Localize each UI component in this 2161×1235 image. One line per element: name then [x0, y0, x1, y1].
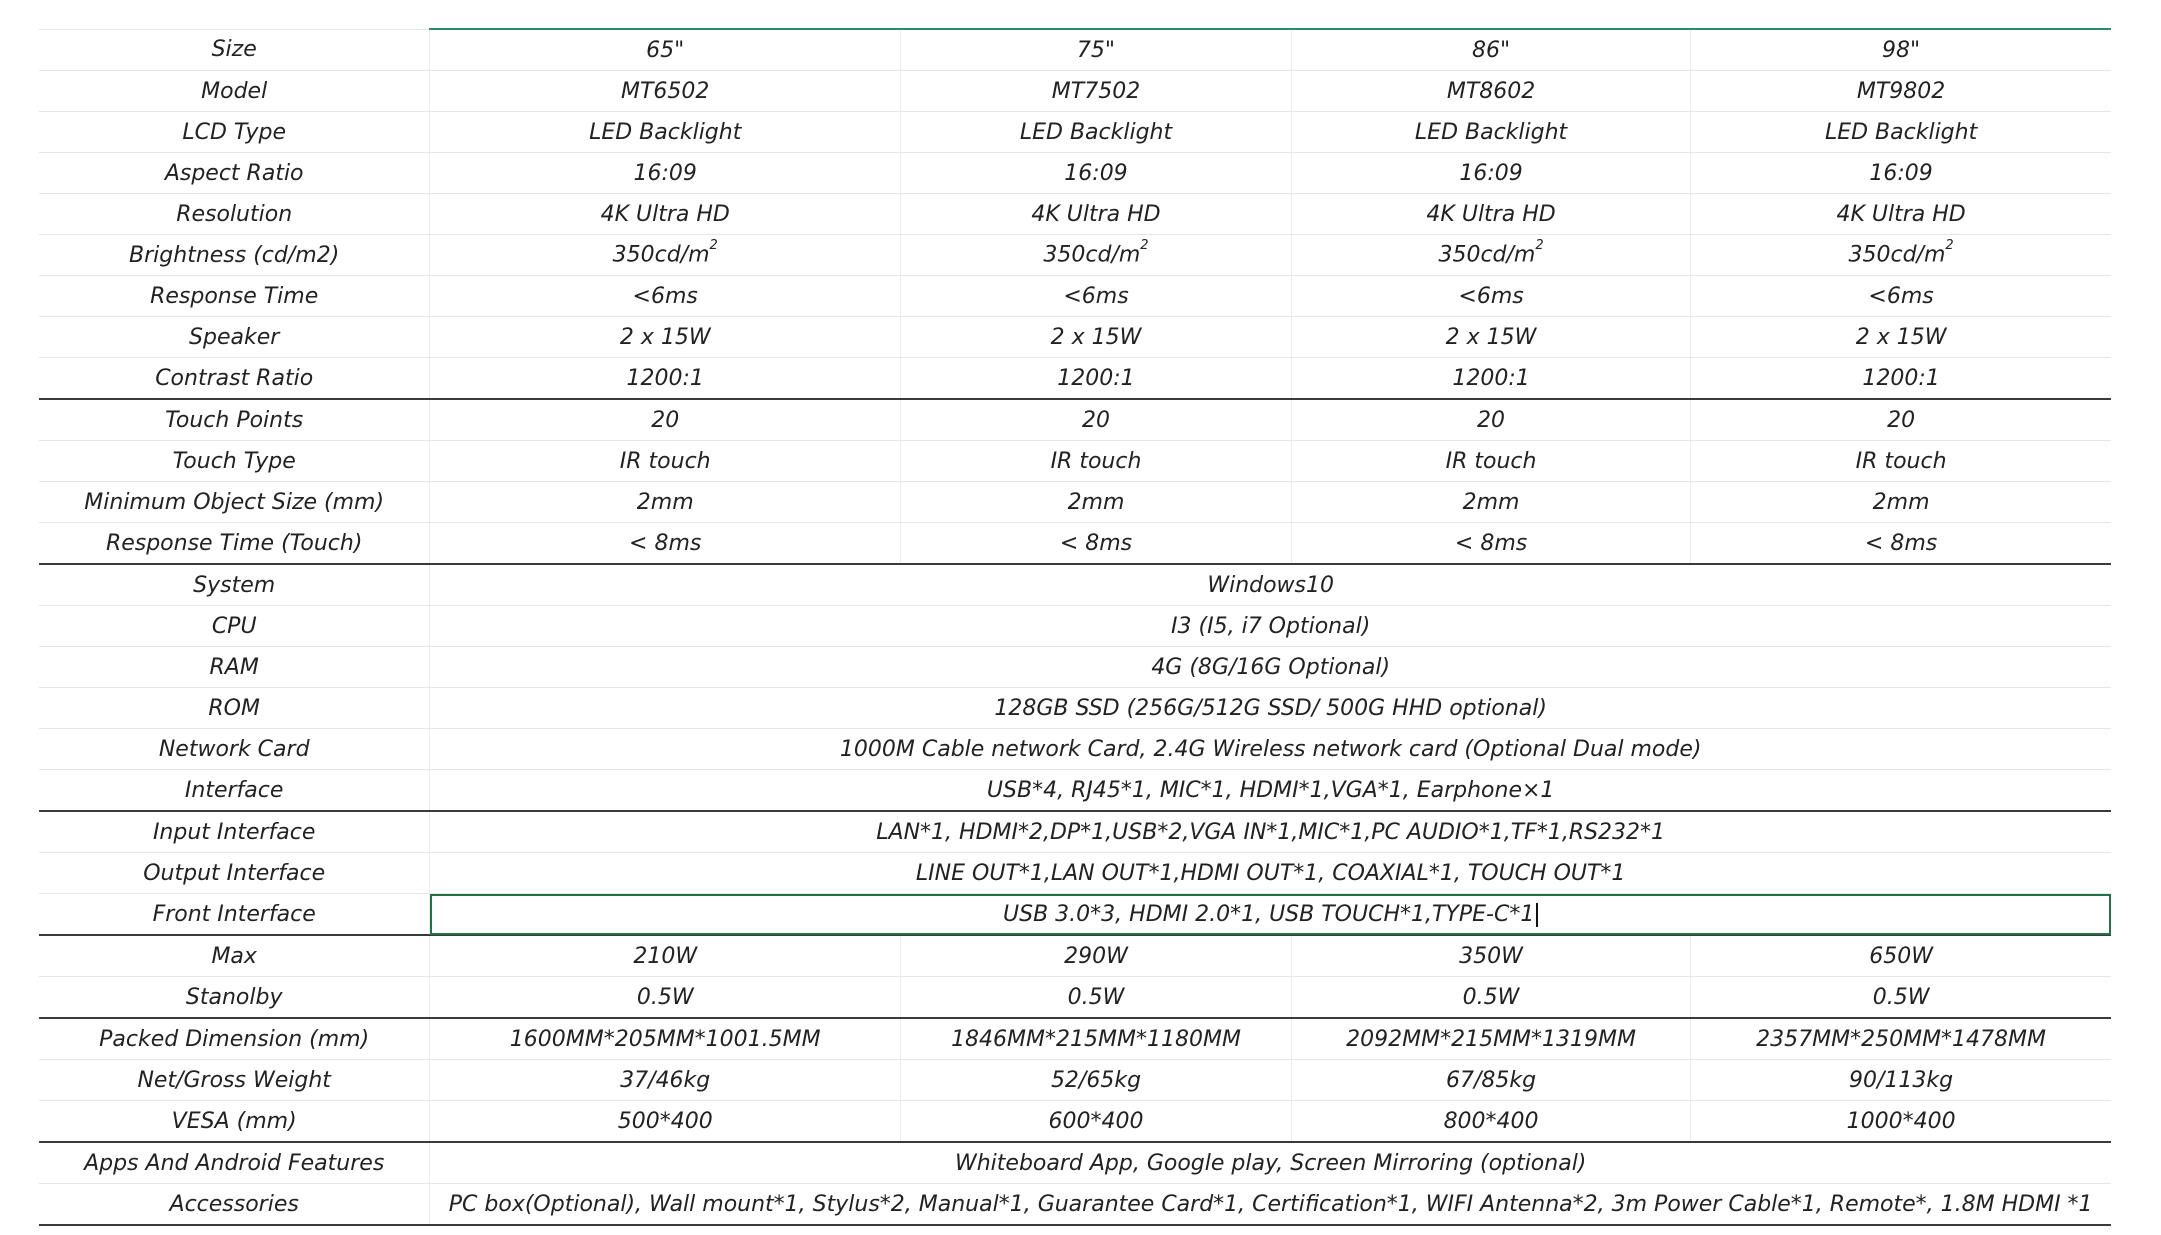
- value-text: 800*400: [1443, 1108, 1539, 1134]
- value-text: 16:09: [1869, 160, 1933, 186]
- row-label-cell[interactable]: RAM: [39, 647, 430, 688]
- value-text: < 8ms: [1864, 530, 1938, 556]
- row-label-cell[interactable]: Input Interface: [39, 811, 430, 853]
- row-label-cell[interactable]: Size: [39, 29, 430, 71]
- value-text: 4K Ultra HD: [1426, 201, 1556, 227]
- row-label-cell[interactable]: ROM: [39, 688, 430, 729]
- value-text: 4K Ultra HD: [1031, 201, 1161, 227]
- value-cell[interactable]: [1691, 358, 2111, 400]
- value-text: 2mm: [1872, 489, 1930, 515]
- value-cell[interactable]: [1691, 1101, 2111, 1143]
- value-cell[interactable]: [430, 29, 901, 71]
- value-text: LED Backlight: [1824, 119, 1978, 145]
- value-text: LED Backlight: [1414, 119, 1568, 145]
- value-cell[interactable]: [430, 317, 901, 358]
- value-cell[interactable]: [430, 523, 901, 565]
- superscript: 2: [709, 238, 718, 254]
- spec-row: [39, 564, 2111, 606]
- superscript: 2: [1535, 238, 1544, 254]
- value-text: MT8602: [1446, 78, 1536, 104]
- value-cell[interactable]: [901, 523, 1292, 565]
- value-cell[interactable]: [430, 276, 901, 317]
- spec-row: [39, 358, 2111, 400]
- value-text: 350cd/m: [1438, 242, 1536, 268]
- value-cell[interactable]: [1691, 399, 2111, 441]
- row-label-cell[interactable]: Brightness (cd/m2): [39, 235, 430, 276]
- value-text: MT7502: [1051, 78, 1141, 104]
- value-text: 75": [1076, 37, 1116, 63]
- merged-value-cell[interactable]: [430, 811, 2111, 853]
- value-cell[interactable]: [901, 1101, 1292, 1143]
- value-cell[interactable]: [901, 935, 1292, 977]
- spec-row: [39, 29, 2111, 71]
- value-text: USB*4, RJ45*1, MIC*1, HDMI*1,VGA*1, Earphone×1: [986, 777, 1555, 803]
- value-cell[interactable]: [1691, 482, 2111, 523]
- value-text: Windows10: [1207, 572, 1335, 598]
- value-cell[interactable]: [1291, 276, 1690, 317]
- row-label-cell[interactable]: LCD Type: [39, 112, 430, 153]
- value-text: 500*400: [617, 1108, 713, 1134]
- value-cell[interactable]: [901, 1018, 1292, 1060]
- value-cell[interactable]: [1691, 112, 2111, 153]
- spec-row: [39, 317, 2111, 358]
- row-label-cell[interactable]: Network Card: [39, 729, 430, 770]
- row-label-cell[interactable]: Front Interface: [39, 894, 430, 936]
- row-label-cell[interactable]: Response Time (Touch): [39, 523, 430, 565]
- value-text: 20: [651, 407, 680, 433]
- value-text: 0.5W: [1067, 984, 1125, 1010]
- spec-row: [39, 894, 2111, 936]
- value-text: I3 (I5, i7 Optional): [1171, 613, 1371, 639]
- merged-value-cell[interactable]: [430, 564, 2111, 606]
- value-text: 650W: [1869, 943, 1933, 969]
- value-text: 600*400: [1048, 1108, 1144, 1134]
- selected-merged-cell[interactable]: [430, 894, 2111, 936]
- spec-row: [39, 606, 2111, 647]
- value-cell[interactable]: [1291, 29, 1690, 71]
- spec-row: [39, 647, 2111, 688]
- value-cell[interactable]: [901, 235, 1292, 276]
- value-text: LED Backlight: [589, 119, 742, 145]
- value-text: 20: [1081, 407, 1110, 433]
- value-cell[interactable]: [1691, 1018, 2111, 1060]
- spec-row: [39, 523, 2111, 565]
- spec-row: [39, 1101, 2111, 1143]
- value-text: 128GB SSD (256G/512G SSD/ 500G HHD optional): [994, 695, 1547, 721]
- value-text: 4G (8G/16G Optional): [1151, 654, 1391, 680]
- spec-table-body: [39, 29, 2111, 1225]
- value-cell[interactable]: [1291, 317, 1690, 358]
- value-text: 350cd/m: [612, 242, 710, 268]
- spec-row: [39, 1018, 2111, 1060]
- value-text: 2092MM*215MM*1319MM: [1346, 1026, 1636, 1052]
- value-text: 2 x 15W: [1050, 324, 1142, 350]
- value-cell[interactable]: [1291, 482, 1690, 523]
- value-cell[interactable]: [430, 112, 901, 153]
- value-text: PC box(Optional), Wall mount*1, Stylus*2, Manual*1, Guarantee Card*1, Certification*1, WIFI Antenna*2, 3m Power Cable*1, Remote*, 1.8M HDMI *1: [448, 1191, 2093, 1217]
- spec-row: [39, 153, 2111, 194]
- row-label-cell[interactable]: System: [39, 564, 430, 606]
- value-cell[interactable]: [430, 1101, 901, 1143]
- value-text: 4K Ultra HD: [600, 201, 730, 227]
- spec-row: [39, 399, 2111, 441]
- value-cell[interactable]: [430, 235, 901, 276]
- value-cell[interactable]: [1691, 441, 2111, 482]
- value-text: 65": [646, 37, 685, 63]
- row-label-cell[interactable]: Aspect Ratio: [39, 153, 430, 194]
- value-text: MT9802: [1856, 78, 1946, 104]
- spec-row: [39, 1184, 2111, 1226]
- merged-value-cell[interactable]: [430, 1184, 2111, 1226]
- row-label-cell[interactable]: Max: [39, 935, 430, 977]
- spec-row: [39, 688, 2111, 729]
- value-cell[interactable]: [901, 29, 1292, 71]
- value-text: <6ms: [1868, 283, 1934, 309]
- value-cell[interactable]: [1691, 276, 2111, 317]
- row-label-cell[interactable]: Net/Gross Weight: [39, 1060, 430, 1101]
- superscript: 2: [1945, 238, 1954, 254]
- spec-row: [39, 112, 2111, 153]
- row-label-cell[interactable]: Speaker: [39, 317, 430, 358]
- value-cell[interactable]: [1691, 935, 2111, 977]
- spec-row: [39, 1142, 2111, 1184]
- value-cell[interactable]: [430, 71, 901, 112]
- value-cell[interactable]: [1691, 29, 2111, 71]
- value-text: LED Backlight: [1019, 119, 1173, 145]
- value-cell[interactable]: [1291, 235, 1690, 276]
- value-text: 1200:1: [1057, 365, 1135, 391]
- spec-row: [39, 1060, 2111, 1101]
- merged-value-cell[interactable]: [430, 770, 2111, 812]
- value-text: 350cd/m: [1848, 242, 1946, 268]
- value-cell[interactable]: [430, 977, 901, 1019]
- text-cursor: [1536, 903, 1538, 927]
- value-text: 290W: [1064, 943, 1128, 969]
- merged-value-cell[interactable]: [430, 729, 2111, 770]
- value-cell[interactable]: [901, 399, 1292, 441]
- value-cell[interactable]: [901, 1060, 1292, 1101]
- spec-row: [39, 770, 2111, 812]
- value-text: 1200:1: [1452, 365, 1530, 391]
- value-text: 0.5W: [636, 984, 694, 1010]
- value-cell[interactable]: [901, 482, 1292, 523]
- spec-row: [39, 235, 2111, 276]
- value-text: 4K Ultra HD: [1836, 201, 1966, 227]
- value-text: 0.5W: [1872, 984, 1930, 1010]
- value-cell[interactable]: [430, 482, 901, 523]
- value-text: 16:09: [633, 160, 697, 186]
- value-text: 2 x 15W: [1855, 324, 1947, 350]
- value-cell[interactable]: [901, 441, 1292, 482]
- value-text: 20: [1887, 407, 1916, 433]
- value-text: 90/113kg: [1849, 1067, 1954, 1093]
- value-cell[interactable]: [1691, 317, 2111, 358]
- value-cell[interactable]: [901, 112, 1292, 153]
- value-cell[interactable]: [1291, 1018, 1690, 1060]
- row-label-cell[interactable]: Output Interface: [39, 853, 430, 894]
- value-cell[interactable]: [1291, 1060, 1690, 1101]
- value-text: < 8ms: [629, 530, 702, 556]
- spec-row: [39, 276, 2111, 317]
- value-cell[interactable]: [1291, 399, 1690, 441]
- spec-row: [39, 811, 2111, 853]
- value-text: LINE OUT*1,LAN OUT*1,HDMI OUT*1, COAXIAL*1, TOUCH OUT*1: [915, 860, 1626, 886]
- value-text: 1600MM*205MM*1001.5MM: [509, 1026, 821, 1052]
- spec-row: [39, 482, 2111, 523]
- value-text: 1000M Cable network Card, 2.4G Wireless network card (Optional Dual mode): [839, 736, 1702, 762]
- value-cell[interactable]: [430, 1060, 901, 1101]
- value-cell[interactable]: [901, 977, 1292, 1019]
- value-text: IR touch: [619, 448, 711, 474]
- value-text: 1200:1: [1862, 365, 1940, 391]
- value-text: 52/65kg: [1050, 1067, 1142, 1093]
- value-cell[interactable]: [1291, 523, 1690, 565]
- value-cell[interactable]: [430, 1018, 901, 1060]
- value-text: 350W: [1459, 943, 1523, 969]
- value-cell[interactable]: [901, 153, 1292, 194]
- value-text: IR touch: [1050, 448, 1142, 474]
- row-label-cell[interactable]: VESA (mm): [39, 1101, 430, 1143]
- value-cell[interactable]: [1291, 153, 1690, 194]
- row-label-cell[interactable]: Contrast Ratio: [39, 358, 430, 400]
- spec-row: [39, 853, 2111, 894]
- value-cell[interactable]: [430, 935, 901, 977]
- value-text: LAN*1, HDMI*2,DP*1,USB*2,VGA IN*1,MIC*1,PC AUDIO*1,TF*1,RS232*1: [876, 819, 1666, 845]
- value-cell[interactable]: [1291, 71, 1690, 112]
- value-text: 16:09: [1459, 160, 1523, 186]
- merged-value-cell[interactable]: [430, 647, 2111, 688]
- value-cell[interactable]: [901, 194, 1292, 235]
- row-label-cell[interactable]: Touch Type: [39, 441, 430, 482]
- value-cell[interactable]: [1691, 1060, 2111, 1101]
- value-text: MT6502: [621, 78, 710, 104]
- value-cell[interactable]: [1291, 194, 1690, 235]
- row-label-cell[interactable]: CPU: [39, 606, 430, 647]
- value-text: <6ms: [632, 283, 698, 309]
- superscript: 2: [1140, 238, 1149, 254]
- value-text: 67/85kg: [1446, 1067, 1537, 1093]
- row-label-cell[interactable]: Accessories: [39, 1184, 430, 1226]
- value-text: 2 x 15W: [1445, 324, 1537, 350]
- value-cell[interactable]: [430, 358, 901, 400]
- value-text: 2mm: [1067, 489, 1125, 515]
- value-text: 2357MM*250MM*1478MM: [1756, 1026, 2047, 1052]
- merged-value-cell[interactable]: [430, 1142, 2111, 1184]
- row-label-cell[interactable]: Interface: [39, 770, 430, 812]
- value-cell[interactable]: [1691, 977, 2111, 1019]
- value-text: 16:09: [1064, 160, 1128, 186]
- value-text: 2mm: [1462, 489, 1520, 515]
- row-label-cell[interactable]: Minimum Object Size (mm): [39, 482, 430, 523]
- row-label-cell[interactable]: Apps And Android Features: [39, 1142, 430, 1184]
- value-text: USB 3.0*3, HDMI 2.0*1, USB TOUCH*1,TYPE-C*1: [1003, 901, 1535, 927]
- value-cell[interactable]: [1291, 977, 1690, 1019]
- value-cell[interactable]: [901, 71, 1292, 112]
- value-cell[interactable]: [1691, 235, 2111, 276]
- value-text: 2mm: [636, 489, 694, 515]
- value-cell[interactable]: [1691, 523, 2111, 565]
- row-label-cell[interactable]: Packed Dimension (mm): [39, 1018, 430, 1060]
- value-cell[interactable]: [901, 317, 1292, 358]
- spec-table: [39, 28, 2111, 1226]
- value-text: 350cd/m: [1043, 242, 1141, 268]
- row-label-cell[interactable]: Resolution: [39, 194, 430, 235]
- value-text: < 8ms: [1454, 530, 1528, 556]
- value-text: IR touch: [1445, 448, 1537, 474]
- value-text: 86": [1471, 37, 1511, 63]
- value-cell[interactable]: [1691, 194, 2111, 235]
- value-cell[interactable]: [1691, 71, 2111, 112]
- value-text: IR touch: [1855, 448, 1947, 474]
- value-cell[interactable]: [901, 276, 1292, 317]
- value-cell[interactable]: [1291, 1101, 1690, 1143]
- row-label-cell[interactable]: Stanolby: [39, 977, 430, 1019]
- value-text: Whiteboard App, Google play, Screen Mirroring (optional): [954, 1150, 1587, 1176]
- value-cell[interactable]: [1691, 153, 2111, 194]
- value-cell[interactable]: [430, 194, 901, 235]
- value-text: 20: [1477, 407, 1506, 433]
- row-label-cell[interactable]: Response Time: [39, 276, 430, 317]
- spec-row: [39, 71, 2111, 112]
- value-cell[interactable]: [1291, 358, 1690, 400]
- value-text: <6ms: [1063, 283, 1129, 309]
- spec-row: [39, 194, 2111, 235]
- value-text: 1846MM*215MM*1180MM: [951, 1026, 1241, 1052]
- value-cell[interactable]: [430, 153, 901, 194]
- value-text: 1000*400: [1846, 1108, 1956, 1134]
- spec-row: [39, 935, 2111, 977]
- merged-value-cell[interactable]: [430, 688, 2111, 729]
- value-text: 210W: [633, 943, 698, 969]
- spec-row: [39, 977, 2111, 1019]
- value-text: 2 x 15W: [619, 324, 711, 350]
- value-text: < 8ms: [1059, 530, 1133, 556]
- value-text: 0.5W: [1462, 984, 1520, 1010]
- row-label-cell[interactable]: Touch Points: [39, 399, 430, 441]
- merged-value-cell[interactable]: [430, 853, 2111, 894]
- spec-row: [39, 729, 2111, 770]
- value-cell[interactable]: [430, 441, 901, 482]
- value-cell[interactable]: [1291, 935, 1690, 977]
- value-cell[interactable]: [430, 399, 901, 441]
- value-cell[interactable]: [1291, 441, 1690, 482]
- merged-value-cell[interactable]: [430, 606, 2111, 647]
- value-cell[interactable]: [1291, 112, 1690, 153]
- value-text: 1200:1: [626, 365, 704, 391]
- value-cell[interactable]: [901, 358, 1292, 400]
- value-text: <6ms: [1458, 283, 1524, 309]
- value-text: 37/46kg: [620, 1067, 711, 1093]
- value-text: 98": [1882, 37, 1921, 63]
- spec-row: [39, 441, 2111, 482]
- row-label-cell[interactable]: Model: [39, 71, 430, 112]
